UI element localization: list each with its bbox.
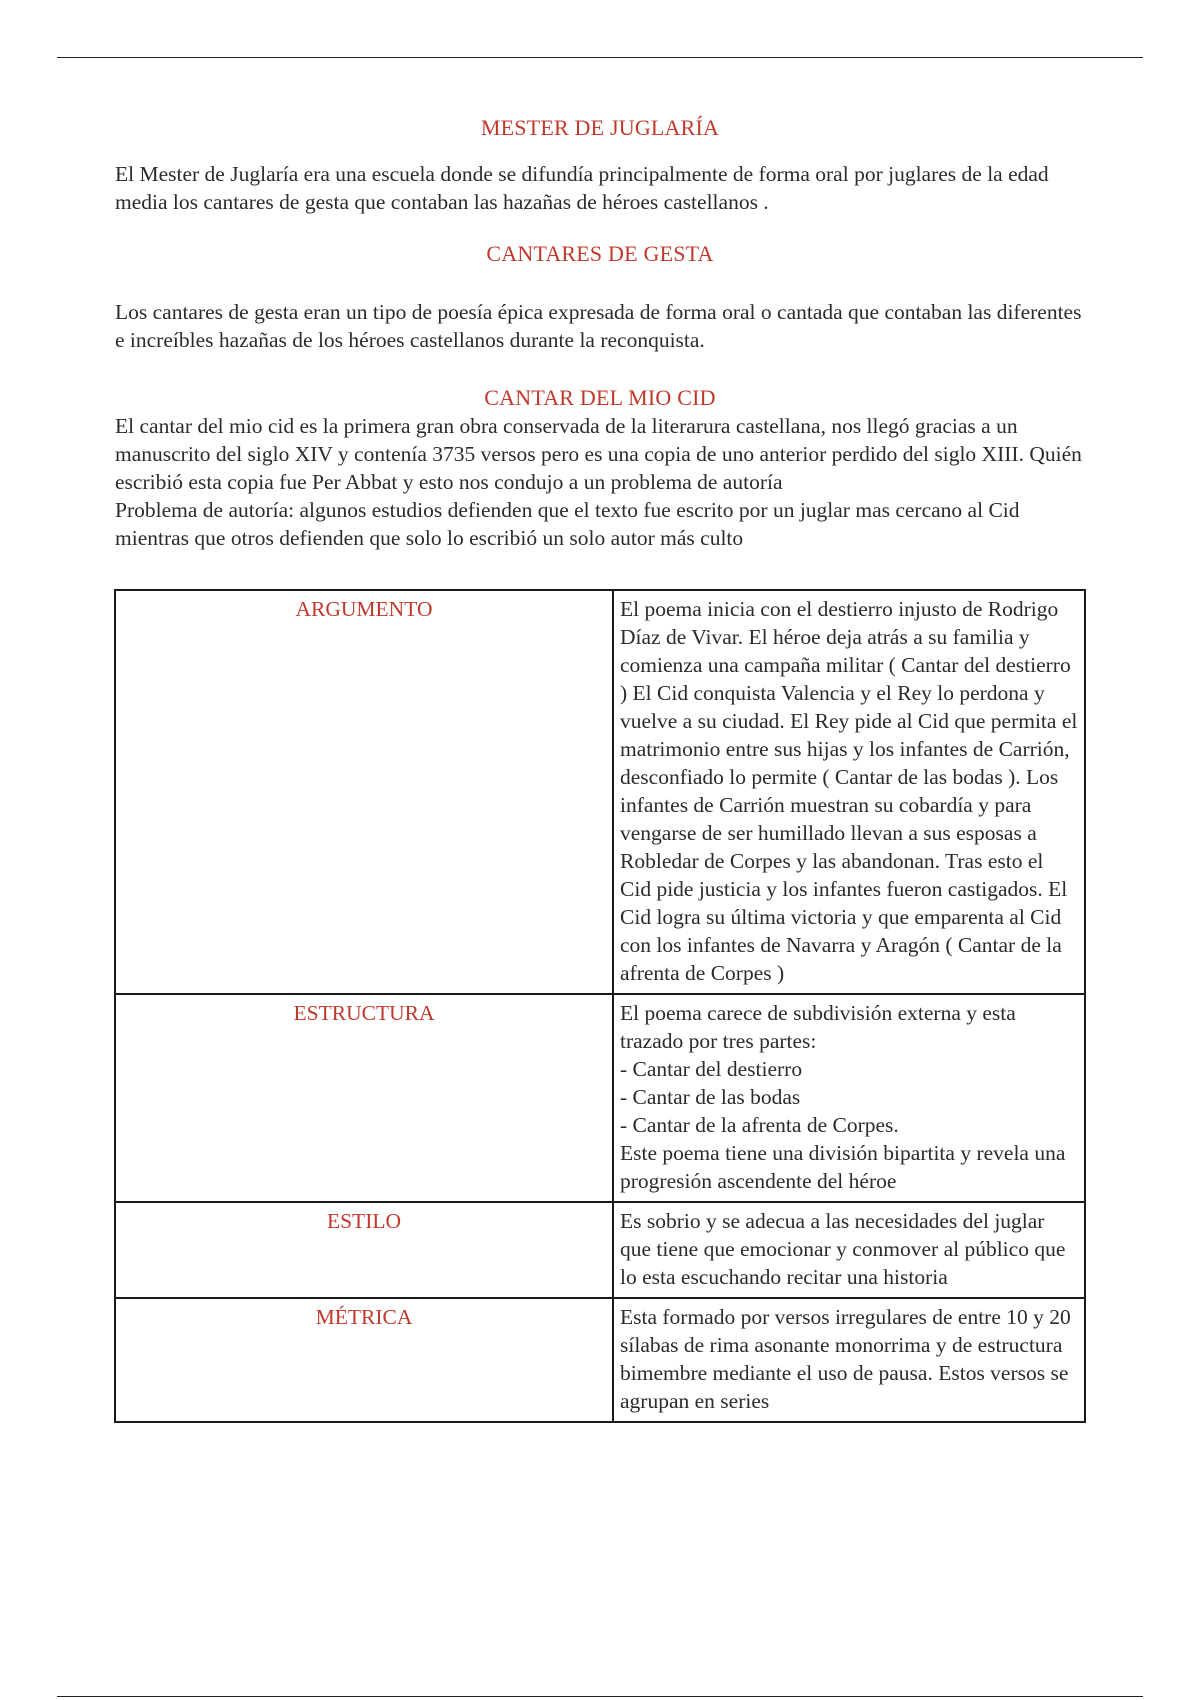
table-row-estructura [115,994,1085,1202]
estructura-item-afrenta: - Cantar de la afrenta de Corpes. [620,1113,899,1137]
cid-info-table [114,589,1086,1423]
table-row-argumento [115,590,1085,994]
top-rule [57,57,1143,58]
paragraph-mester-de-juglaria: El Mester de Juglaría era una escuela donde se difundía principalmente de forma oral por juglares de la edad media los cantares de gesta que contaban las hazañas de héroes castellanos . [115,162,1049,214]
bottom-rule [57,1696,1143,1697]
estructura-item-destierro: - Cantar del destierro [620,1057,803,1081]
estructura-conclusion: Este poema tiene una división bipartita y revela una progresión ascendente del héroe [620,1141,1066,1193]
paragraph-cantares-de-gesta: Los cantares de gesta eran un tipo de poesía épica expresada de forma oral o cantada que contaban las diferentes e increíbles hazañas de los héroes castellanos durante la reconquista. [115,300,1082,352]
table-content-metrica: Esta formado por versos irregulares de entre 10 y 20 sílabas de rima asonante monorrima y de estructura bimembre mediante el uso de pausa. Estos versos se agrupan en series [613,1298,1085,1422]
heading-mester-de-juglaria: MESTER DE JUGLARÍA [480,115,720,140]
document-body [115,110,1085,552]
paragraph-cid-line-1: El cantar del mio cid es la primera gran obra conservada de la literarura castellana, nos llegó gracias a un manuscrito del siglo XIV y contenía 3735 versos pero es una copia de uno anterior perdido del siglo XIII. Quién escribió esta copia fue Per Abbat y esto nos condujo a un problema de autoría [115,414,1082,494]
paragraph-cantar-del-mio-cid [115,412,1085,552]
table-content-estructura [613,994,1085,1202]
paragraph-cid-authorship: Problema de autoría: algunos estudios defienden que el texto fue escrito por un juglar mas cercano al Cid mientras que otros defienden que solo lo escribió un solo autor más culto [115,498,1020,550]
estructura-intro: El poema carece de subdivisión externa y esta trazado por tres partes: [620,1001,1016,1053]
estructura-item-bodas: - Cantar de las bodas [620,1085,801,1109]
table-label-estilo: ESTILO [115,1202,613,1298]
table-label-metrica: MÉTRICA [115,1298,613,1422]
heading-cantares-de-gesta: CANTARES DE GESTA [486,241,714,266]
table-row-metrica [115,1298,1085,1422]
table-label-estructura: ESTRUCTURA [115,994,613,1202]
table-content-estilo: Es sobrio y se adecua a las necesidades del juglar que tiene que emocionar y conmover al público que lo esta escuchando recitar una historia [613,1202,1085,1298]
table-content-argumento: El poema inicia con el destierro injusto de Rodrigo Díaz de Vivar. El héroe deja atrás a su familia y comienza una campaña militar ( Cantar del destierro ) El Cid conquista Valencia y el Rey lo perdona y vuelve a su ciudad. El Rey pide al Cid que permita el matrimonio entre sus hijas y los infantes de Carrión, desconfiado lo permite ( Cantar de las bodas ). Los infantes de Carrión muestran su cobardía y para vengarse de ser humillado llevan a sus esposas a Robledar de Corpes y las abandonan. Tras esto el Cid pide justicia y los infantes fueron castigados. El Cid logra su última victoria y que emparenta al Cid con los infantes de Navarra y Aragón ( Cantar de la afrenta de Corpes ) [613,590,1085,994]
table-row-estilo [115,1202,1085,1298]
table-label-argumento: ARGUMENTO [115,590,613,994]
heading-cantar-del-mio-cid: CANTAR DEL MIO CID [484,385,716,410]
